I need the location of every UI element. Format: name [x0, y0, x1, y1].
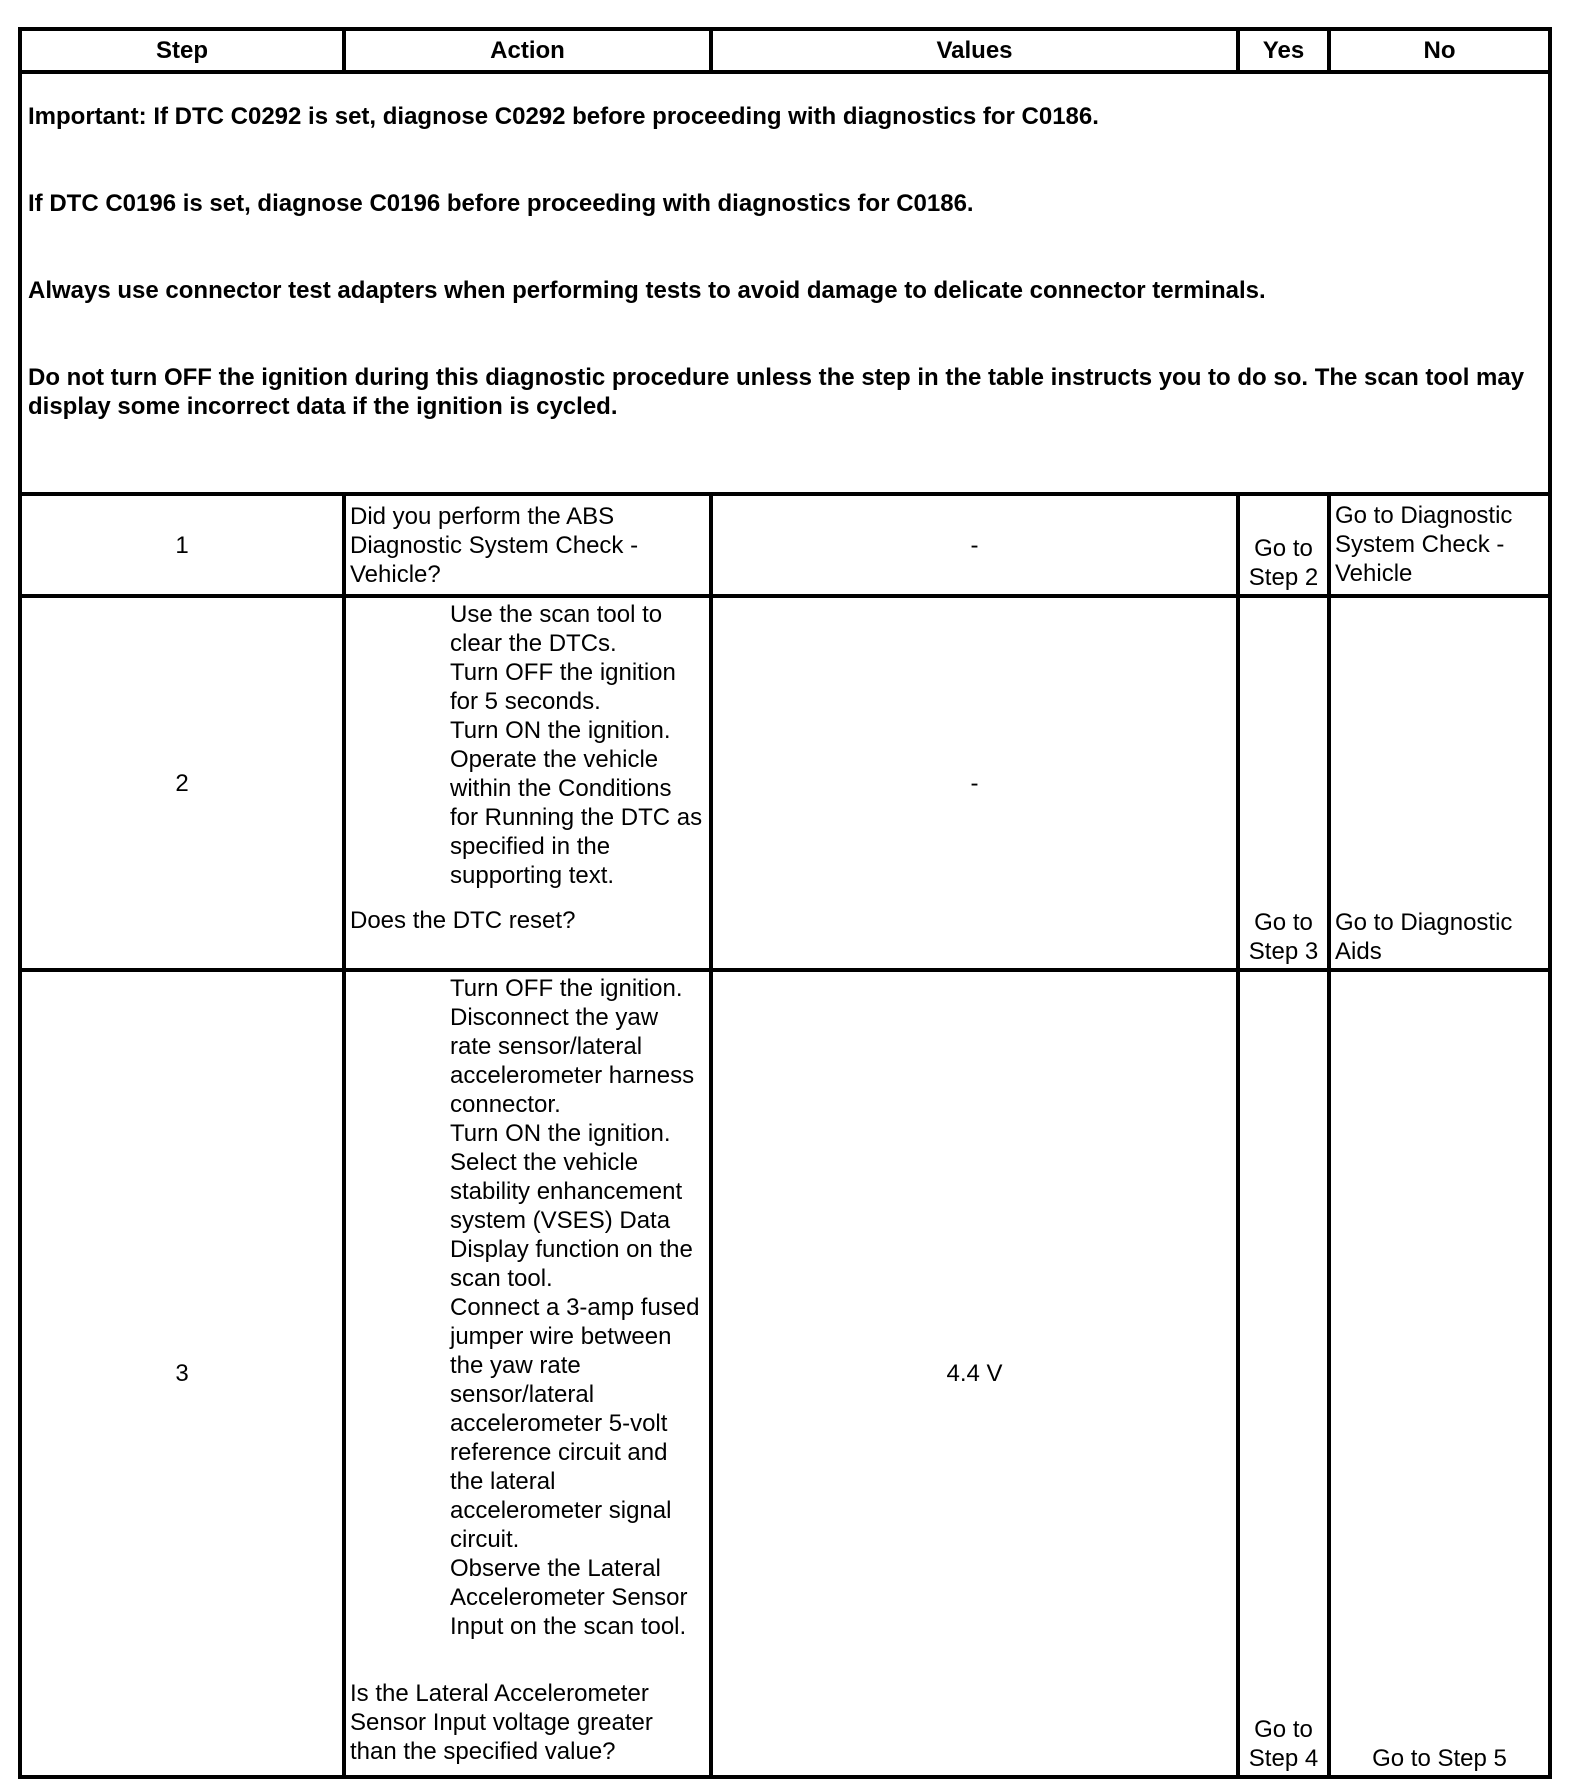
header-row — [20, 29, 1550, 72]
values-text: - — [711, 494, 1238, 596]
action-cell — [344, 596, 711, 970]
action-step: Operate the vehicle within the Conditions for Running the DTC as specified in the supporting text. — [450, 746, 703, 889]
header-no: No — [1329, 29, 1550, 72]
yes-link[interactable]: Go to Step 4 — [1238, 970, 1329, 1777]
no-link[interactable]: Go to Diagnostic System Check - Vehicle — [1329, 494, 1550, 596]
yes-link[interactable]: Go to Step 3 — [1238, 596, 1329, 970]
header-step: Step — [20, 29, 344, 72]
action-question: Does the DTC reset? — [350, 907, 576, 934]
action-text: Did you perform the ABS Diagnostic System Check - Vehicle? — [344, 494, 711, 596]
values-text: 4.4 V — [711, 970, 1238, 1777]
action-step: Observe the Lateral Accelerometer Sensor Input on the scan tool. — [450, 1555, 688, 1640]
notes-row — [20, 72, 1550, 494]
action-step-list — [350, 974, 705, 1641]
notes-cell — [20, 72, 1550, 494]
action-step-list — [350, 600, 705, 890]
step-number: 2 — [20, 596, 344, 970]
action-step: Connect a 3-amp fused jumper wire between the yaw rate sensor/lateral accelerometer 5-volt reference circuit and the lateral accelerometer signal circuit. — [450, 1294, 700, 1553]
header-values: Values — [711, 29, 1238, 72]
action-step: Select the vehicle stability enhancement system (VSES) Data Display function on the scan tool. — [450, 1149, 693, 1292]
action-step: Turn ON the ignition. — [450, 1120, 671, 1147]
values-text: - — [711, 596, 1238, 970]
header-yes: Yes — [1238, 29, 1329, 72]
table-row-step-1 — [20, 494, 1550, 596]
diagnostic-table — [18, 27, 1552, 1779]
note-ignition: Do not turn OFF the ignition during this diagnostic procedure unless the step in the table instructs you to do so. The scan tool may display some incorrect data if the ignition is cycled. — [28, 364, 1525, 420]
note-important: Important: If DTC C0292 is set, diagnose C0292 before proceeding with diagnostics for C0186. — [28, 103, 1099, 130]
note-connector-adapters: Always use connector test adapters when performing tests to avoid damage to delicate connector terminals. — [28, 277, 1266, 304]
action-step: Turn ON the ignition. — [450, 717, 671, 744]
table-row-step-3 — [20, 970, 1550, 1777]
action-step: Turn OFF the ignition. — [450, 975, 683, 1002]
action-step: Use the scan tool to clear the DTCs. — [450, 601, 663, 657]
action-step: Turn OFF the ignition for 5 seconds. — [450, 659, 676, 715]
note-c0196: If DTC C0196 is set, diagnose C0196 before proceeding with diagnostics for C0186. — [28, 190, 974, 217]
step-number: 1 — [20, 494, 344, 596]
no-link[interactable]: Go to Step 5 — [1329, 970, 1550, 1777]
step-number: 3 — [20, 970, 344, 1777]
action-step: Disconnect the yaw rate sensor/lateral accelerometer harness connector. — [450, 1004, 695, 1118]
no-link[interactable]: Go to Diagnostic Aids — [1329, 596, 1550, 970]
table-row-step-2 — [20, 596, 1550, 970]
action-cell — [344, 970, 711, 1777]
header-action: Action — [344, 29, 711, 72]
yes-link[interactable]: Go to Step 2 — [1238, 494, 1329, 596]
action-question: Is the Lateral Accelerometer Sensor Input voltage greater than the specified value? — [350, 1680, 653, 1765]
